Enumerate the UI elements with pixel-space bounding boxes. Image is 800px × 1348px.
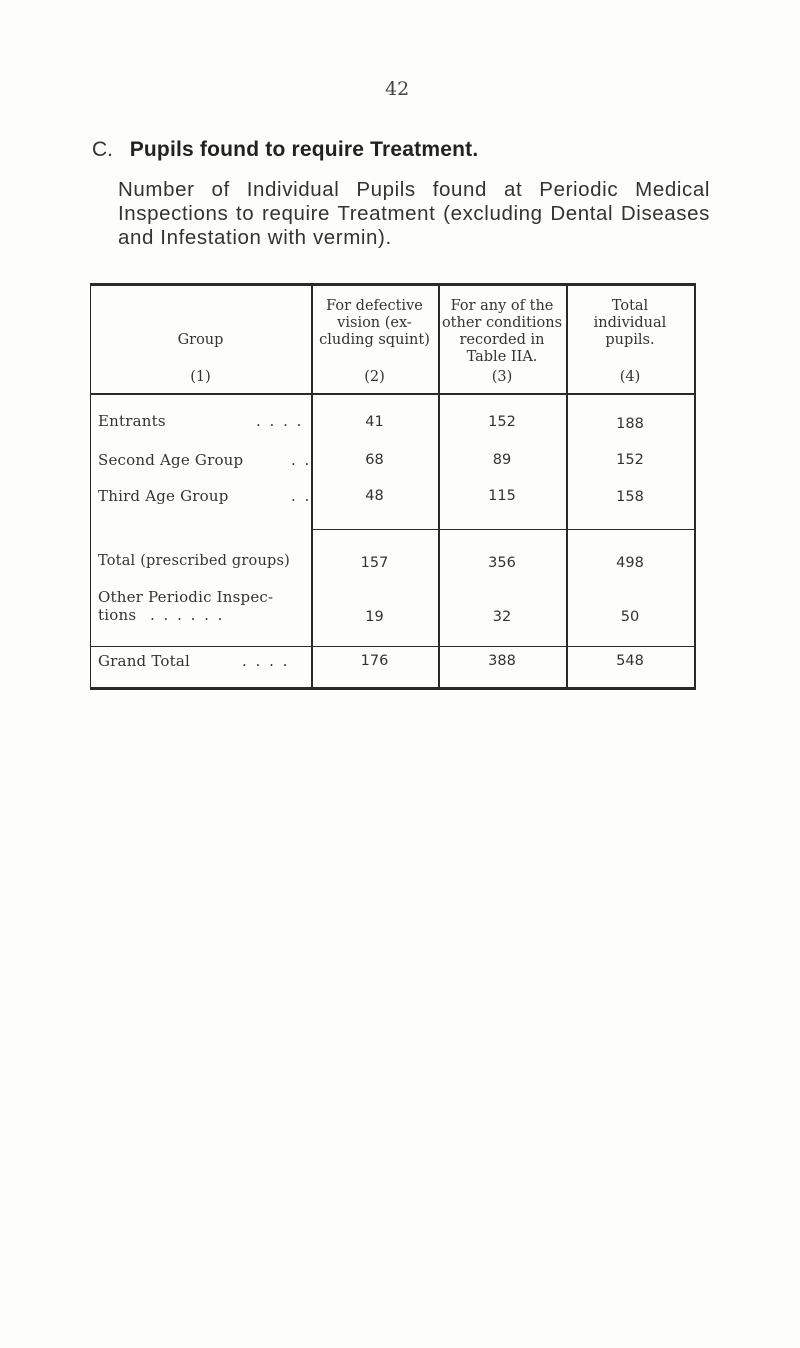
table-bottom-border xyxy=(90,687,696,690)
treatment-table xyxy=(90,283,696,690)
row-label-text: Second Age Group xyxy=(98,451,244,469)
header-line: other conditions xyxy=(441,315,563,331)
header-line: Table IIA. xyxy=(466,349,538,365)
header-line: individual xyxy=(593,315,667,331)
header-line: For defective xyxy=(326,298,423,314)
table-cell: 157 xyxy=(360,555,389,571)
leader-dots: . . xyxy=(291,487,312,505)
header-other-conditions-number: (3) xyxy=(491,369,513,385)
row-label xyxy=(98,588,273,624)
table-cell: 32 xyxy=(492,609,512,625)
section-title: Pupils found to require Treatment. xyxy=(129,138,479,161)
grand-total-divider xyxy=(90,646,696,647)
row-label-text: Grand Total xyxy=(98,652,190,670)
header-group-line: Group xyxy=(177,332,224,348)
row-label-text: Other Periodic Inspec- xyxy=(98,588,274,606)
header-line: cluding squint) xyxy=(319,332,430,348)
row-label-text: Entrants xyxy=(98,412,166,430)
leader-dots: . . . . xyxy=(256,412,304,430)
table-cell: 89 xyxy=(492,452,512,468)
subtotal-divider xyxy=(311,529,696,530)
table-cell: 188 xyxy=(616,416,644,432)
table-cell: 68 xyxy=(365,452,384,468)
header-divider xyxy=(90,393,696,395)
table-cell: 152 xyxy=(616,452,644,468)
header-line: recorded in xyxy=(459,332,545,348)
table-top-border xyxy=(90,283,696,286)
row-label-text: Total (prescribed groups) xyxy=(98,553,290,569)
table-cell: 48 xyxy=(365,488,384,504)
row-label xyxy=(98,412,304,430)
table-cell: 388 xyxy=(488,653,516,669)
table-cell: 356 xyxy=(488,555,516,571)
table-cell: 50 xyxy=(620,609,640,625)
leader-dots: . . xyxy=(291,451,312,469)
header-group xyxy=(90,332,311,349)
row-label xyxy=(98,652,290,670)
row-label-text: tions xyxy=(98,606,137,624)
table-cell: 498 xyxy=(616,555,644,571)
table-cell: 19 xyxy=(365,609,384,625)
row-label-text: Third Age Group xyxy=(98,487,229,505)
header-defective-vision-number: (2) xyxy=(364,369,385,385)
table-right-border xyxy=(694,283,696,690)
leader-dots: . . . . . . xyxy=(150,606,225,624)
header-line: vision (ex- xyxy=(337,315,412,331)
page-number: 42 xyxy=(385,78,410,100)
header-line: For any of the xyxy=(450,298,554,314)
table-cell: 176 xyxy=(360,653,389,669)
header-line: Total xyxy=(611,298,649,314)
table-cell: 41 xyxy=(365,414,384,430)
table-cell: 548 xyxy=(616,653,644,669)
row-label xyxy=(98,487,312,505)
intro-paragraph: Number of Individual Pupils found at Periodic Medical Inspections to require Treatment (excluding Dental Diseases and Infestation with vermin). xyxy=(118,178,710,249)
header-group-number: (1) xyxy=(190,369,211,385)
header-other-conditions xyxy=(438,298,566,366)
header-line: pupils. xyxy=(605,332,655,348)
section-heading xyxy=(92,137,478,162)
header-total-pupils-number: (4) xyxy=(619,369,641,385)
leader-dots: . . . . xyxy=(242,652,290,670)
header-total-pupils xyxy=(566,298,694,349)
section-letter: C. xyxy=(92,138,113,161)
table-cell: 158 xyxy=(616,489,644,505)
table-cell: 115 xyxy=(488,488,516,504)
row-label xyxy=(98,553,290,569)
header-defective-vision xyxy=(311,298,438,349)
row-label xyxy=(98,451,312,469)
table-cell: 152 xyxy=(488,414,516,430)
